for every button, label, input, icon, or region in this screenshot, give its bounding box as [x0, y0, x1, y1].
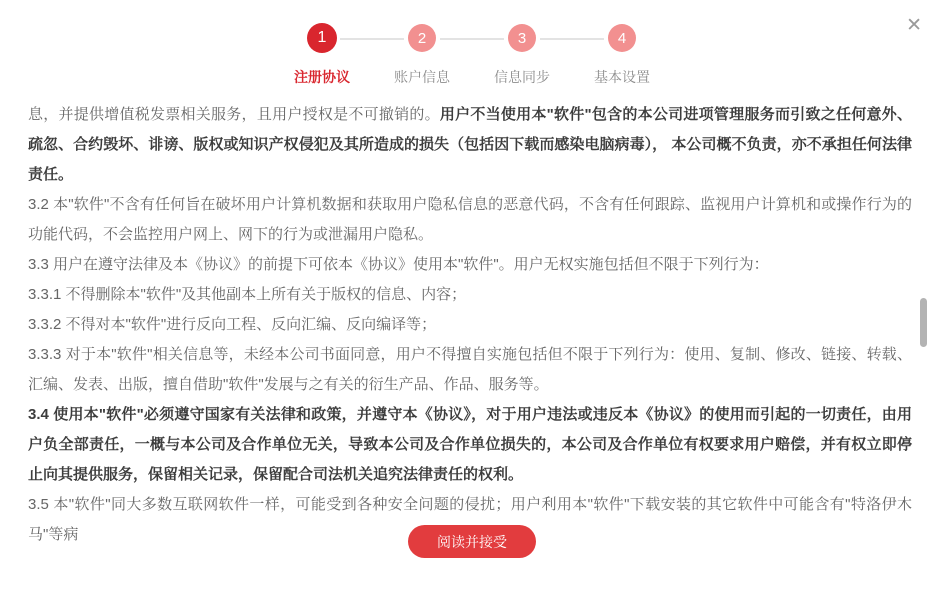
agreement-segment: 3.3.2 不得对本"软件"进行反向工程、反向汇编、反向编译等；	[28, 316, 437, 333]
agreement-segment: 息，并提供增值税发票相关服务，且用户授权是不可撤销的。	[28, 106, 440, 123]
agreement-segment-bold: 用户不当使用本"软件"包含的本公司进项管理服务而引致之任何意外、疏忽、合约毁坏、诽谤、版权或知识产权侵犯及其所造成的损失（包括因下载而感染电脑病毒）， 本公司概不负责，亦不承担任何法律责任。	[28, 106, 912, 183]
step-connector	[440, 38, 504, 40]
close-icon[interactable]: ✕	[906, 15, 922, 36]
agreement-segment-bold: 3.4 使用本"软件"必须遵守国家有关法律和政策，并遵守本《协议》，对于用户违法或违反本《协议》的使用而引起的一切责任，由用户负全部责任，一概与本公司及合作单位无关，导致本公司及合作单位损失的，本公司及合作单位有权要求用户赔偿，并有权立即停止向其提供服务，保留相关记录，保留配合司法机关追究法律责任的权利。	[28, 406, 912, 483]
step-label: 基本设置	[594, 69, 650, 85]
scrollbar-thumb[interactable]	[920, 298, 927, 347]
agreement-paragraph	[28, 280, 912, 310]
agreement-paragraph	[28, 100, 912, 190]
agreement-paragraph	[28, 340, 912, 400]
step-label: 注册协议	[294, 69, 350, 85]
agreement-segment: 3.3.1 不得删除本"软件"及其他副本上所有关于版权的信息、内容；	[28, 286, 467, 303]
agreement-text	[28, 100, 912, 550]
step-connector	[340, 38, 404, 40]
step-label: 账户信息	[394, 69, 450, 85]
agreement-paragraph	[28, 190, 912, 250]
step-3	[494, 23, 550, 93]
agreement-paragraph	[28, 400, 912, 490]
agreement-segment: 3.2 本"软件"不含有任何旨在破坏用户计算机数据和获取用户隐私信息的恶意代码，不含有任何跟踪、监视用户计算机和或操作行为的功能代码，不会监控用户网上、网下的行为或泄漏用户隐私。	[28, 196, 912, 243]
step-number-badge: 2	[408, 24, 436, 52]
step-number-badge: 1	[307, 23, 337, 53]
agreement-segment: 3.5 本"软件"同大多数互联网软件一样，可能受到各种安全问题的侵扰；用户利用本"软件"下载安装的其它软件中可能含有"特洛伊木马"等病	[28, 496, 912, 543]
step-1	[294, 23, 350, 93]
agreement-paragraph	[28, 250, 912, 280]
step-number-badge: 3	[508, 24, 536, 52]
accept-button[interactable]: 阅读并接受	[408, 525, 536, 558]
step-4	[594, 23, 650, 93]
agreement-segment: 3.3.3 对于本"软件"相关信息等，未经本公司书面同意，用户不得擅自实施包括但不限于下列行为：使用、复制、修改、链接、转载、汇编、发表、出版，擅自借助"软件"发展与之有关的衍生产品、作品、服务等。	[28, 346, 912, 393]
footer	[0, 525, 944, 558]
step-number-badge: 4	[608, 24, 636, 52]
step-label: 信息同步	[494, 69, 550, 85]
stepper	[0, 23, 944, 93]
step-2	[394, 23, 450, 93]
agreement-segment: 3.3 用户在遵守法律及本《协议》的前提下可依本《协议》使用本"软件"。用户无权实施包括但不限于下列行为：	[28, 256, 769, 273]
step-connector	[540, 38, 604, 40]
agreement-paragraph	[28, 310, 912, 340]
